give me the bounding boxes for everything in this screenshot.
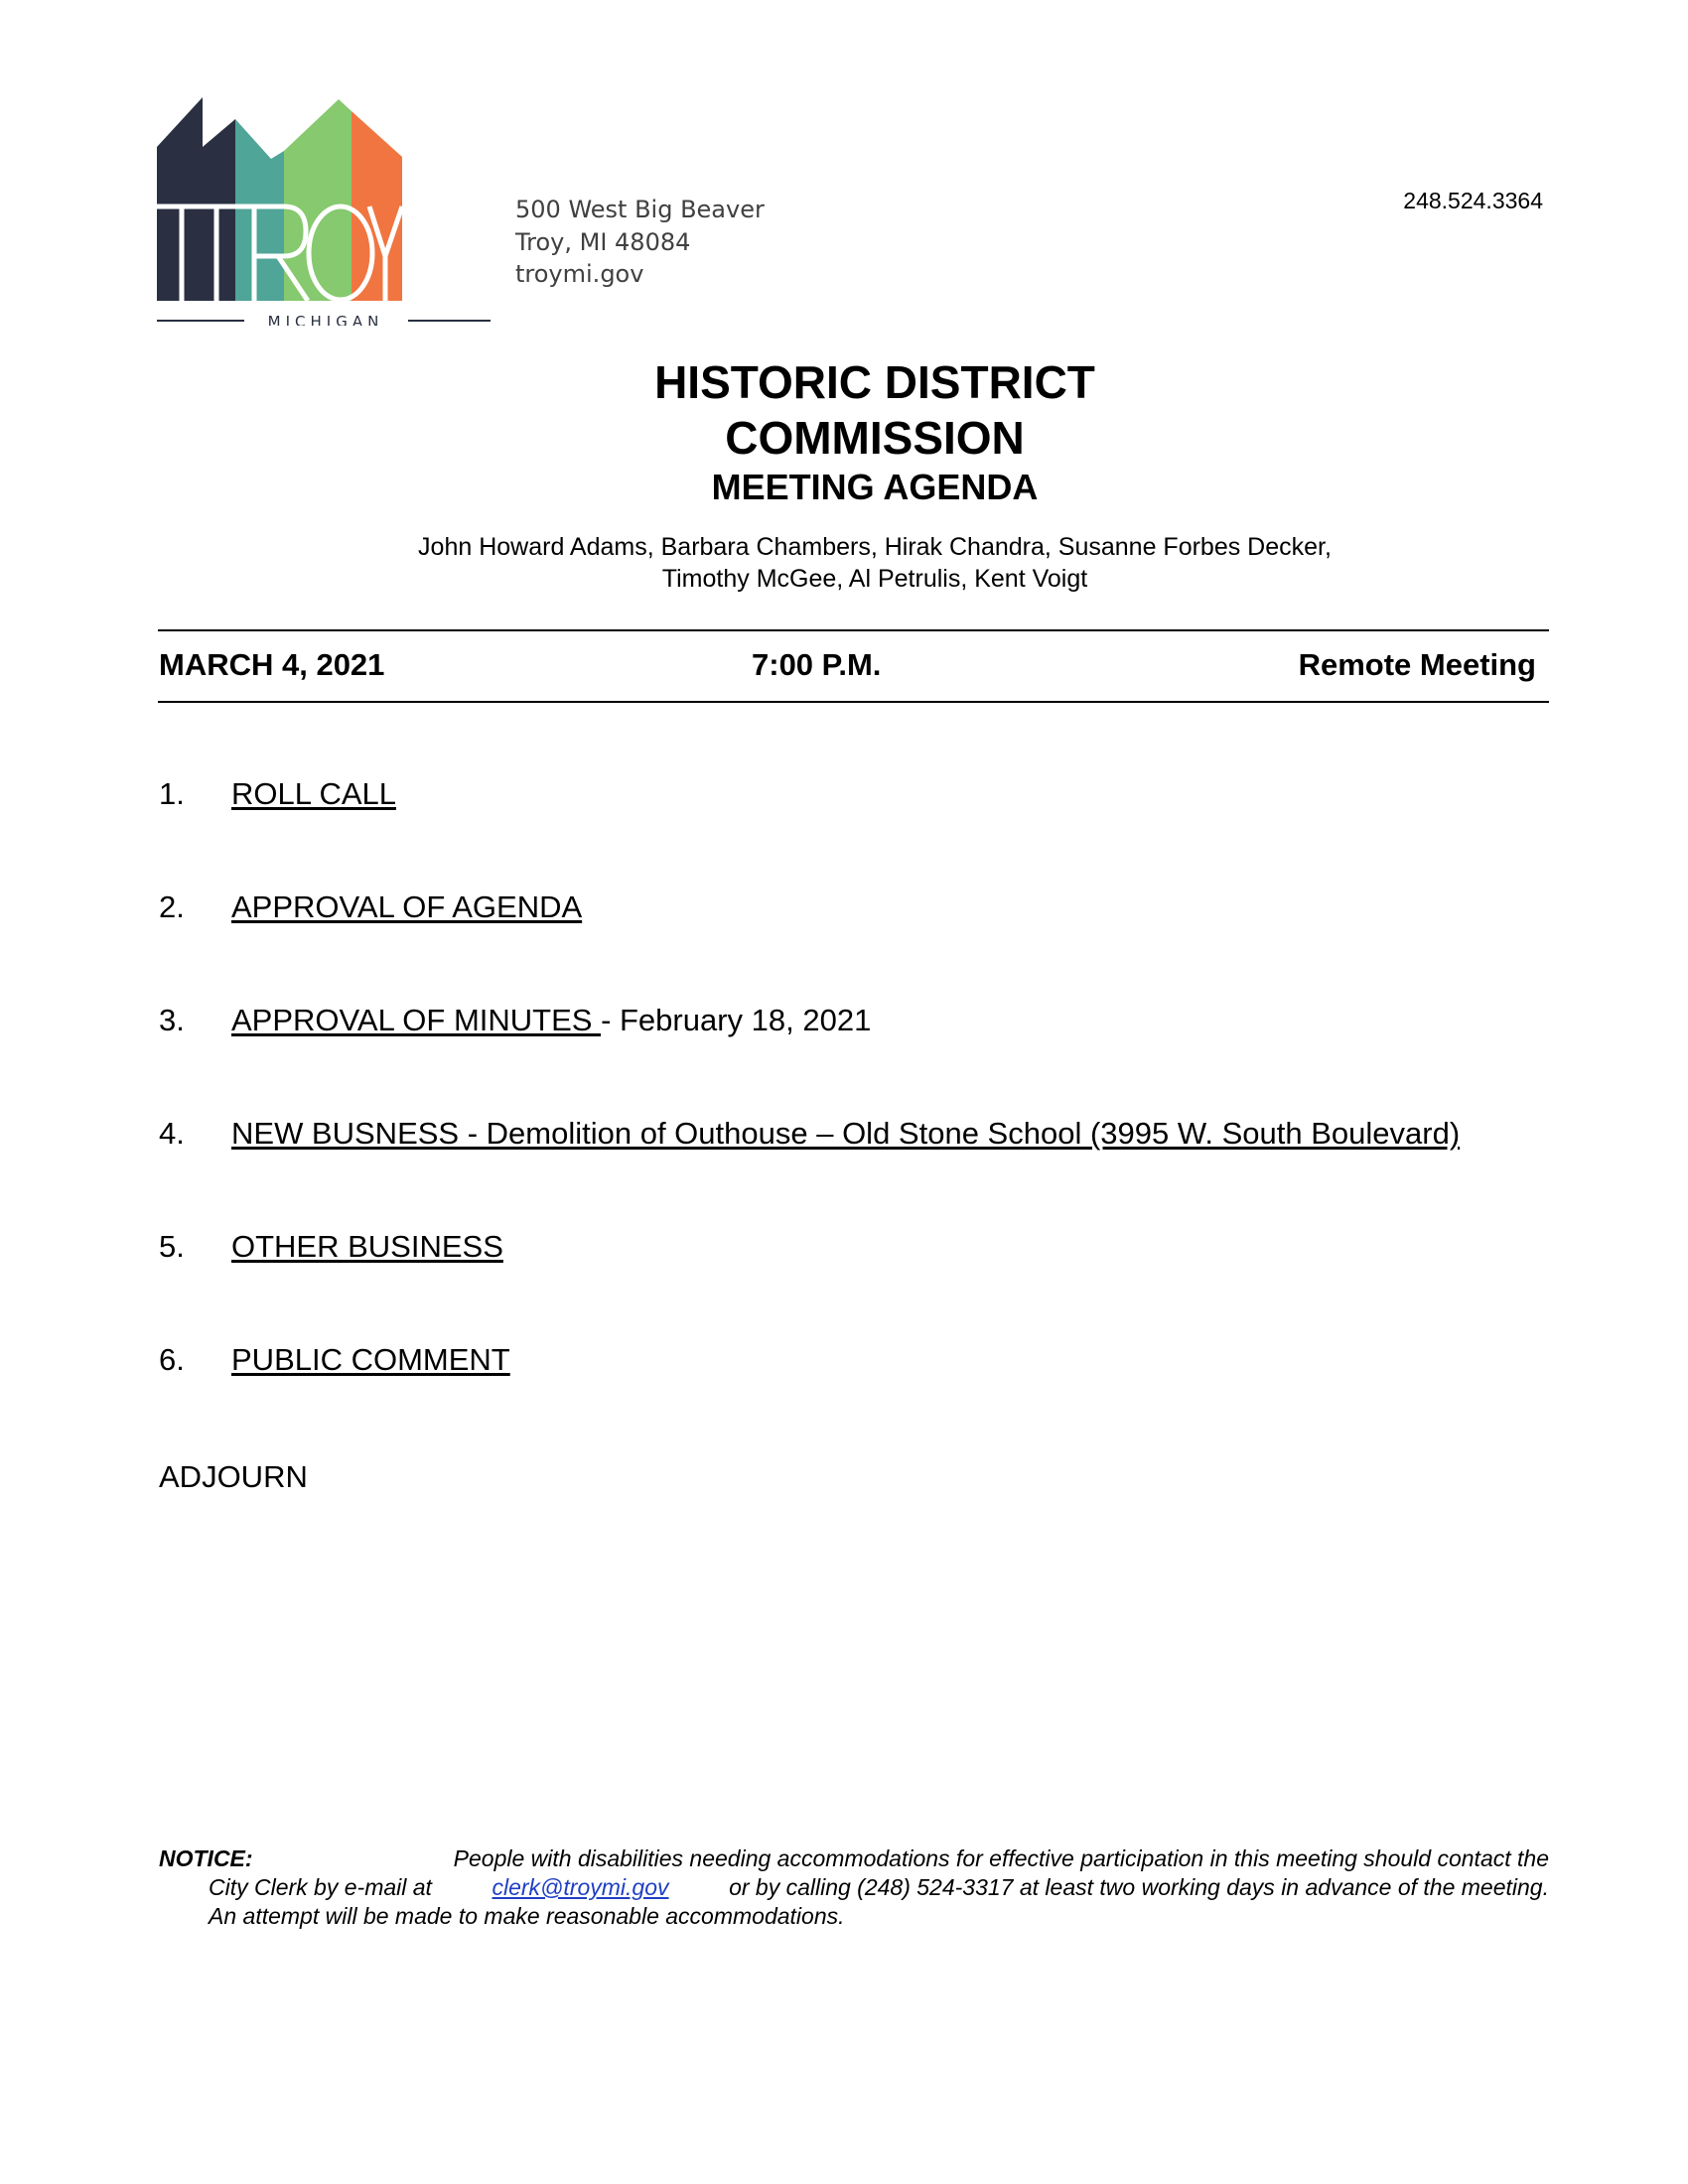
website-text: troymi.gov: [515, 260, 644, 288]
address-street: 500 West Big Beaver: [515, 196, 765, 223]
meeting-location: Remote Meeting: [1298, 647, 1536, 682]
agenda-item-number: 1.: [159, 776, 185, 811]
commission-members: [0, 531, 1688, 595]
agenda-item-suffix: - February 18, 2021: [601, 1003, 872, 1037]
title-line-2: COMMISSION: [725, 412, 1025, 464]
agenda-item-label: APPROVAL OF AGENDA: [231, 889, 583, 924]
notice-text-2b: or by calling (248) 524-3317 at least two working days in advance of the meeting.: [729, 1874, 1549, 1900]
notice-line-3: An attempt will be made to make reasonable accommodations.: [209, 1903, 845, 1929]
agenda-item: [159, 1116, 1460, 1152]
agenda-item-number: 4.: [159, 1116, 185, 1151]
agenda-item-label: PUBLIC COMMENT: [231, 1342, 510, 1377]
address-block: [515, 194, 765, 291]
notice-heading: NOTICE:: [159, 1845, 253, 1871]
agenda-item: [159, 1342, 510, 1378]
meeting-time: 7:00 P.M.: [752, 647, 882, 682]
bottom-divider: [158, 701, 1549, 703]
agenda-item-number: 5.: [159, 1229, 185, 1264]
notice-text-1: People with disabilities needing accommodations for effective participation in this meeting should contact the: [453, 1845, 1549, 1871]
agenda-item-label: NEW BUSNESS - Demolition of Outhouse – Old Stone School (3995 W. South Boulevard): [231, 1116, 1461, 1151]
title-line-3: MEETING AGENDA: [711, 467, 1039, 507]
agenda-item-label: ROLL CALL: [231, 776, 396, 811]
title-line-1: HISTORIC DISTRICT: [654, 356, 1095, 408]
meeting-date: MARCH 4, 2021: [159, 647, 385, 682]
agenda-item-label: APPROVAL OF MINUTES: [231, 1003, 602, 1037]
agenda-item-number: 3.: [159, 1003, 185, 1037]
agenda-item-number: 6.: [159, 1342, 185, 1377]
agenda-item: [159, 1003, 871, 1038]
adjourn-text: ADJOURN: [159, 1459, 308, 1494]
top-divider: [158, 629, 1549, 631]
agenda-item: [159, 776, 396, 812]
notice-text-2a: City Clerk by e-mail at: [209, 1874, 432, 1900]
agenda-item: [159, 889, 582, 925]
agenda-item-label: OTHER BUSINESS: [231, 1229, 503, 1264]
agenda-item: [159, 1229, 503, 1265]
members-line-1: John Howard Adams, Barbara Chambers, Hirak Chandra, Susanne Forbes Decker,: [418, 533, 1332, 561]
troy-michigan-logo: [157, 97, 491, 326]
agenda-item-number: 2.: [159, 889, 185, 924]
members-line-2: Timothy McGee, Al Petrulis, Kent Voigt: [661, 565, 1088, 593]
clerk-email-link[interactable]: clerk@troymi.gov: [492, 1874, 669, 1900]
phone-number: 248.524.3364: [1403, 188, 1543, 213]
accessibility-notice: [159, 1844, 1549, 1931]
notice-line-2: [159, 1873, 1549, 1902]
notice-line-1: [159, 1844, 1549, 1873]
logo-subtitle: MICHIGAN: [267, 313, 384, 326]
address-city: Troy, MI 48084: [515, 227, 691, 256]
